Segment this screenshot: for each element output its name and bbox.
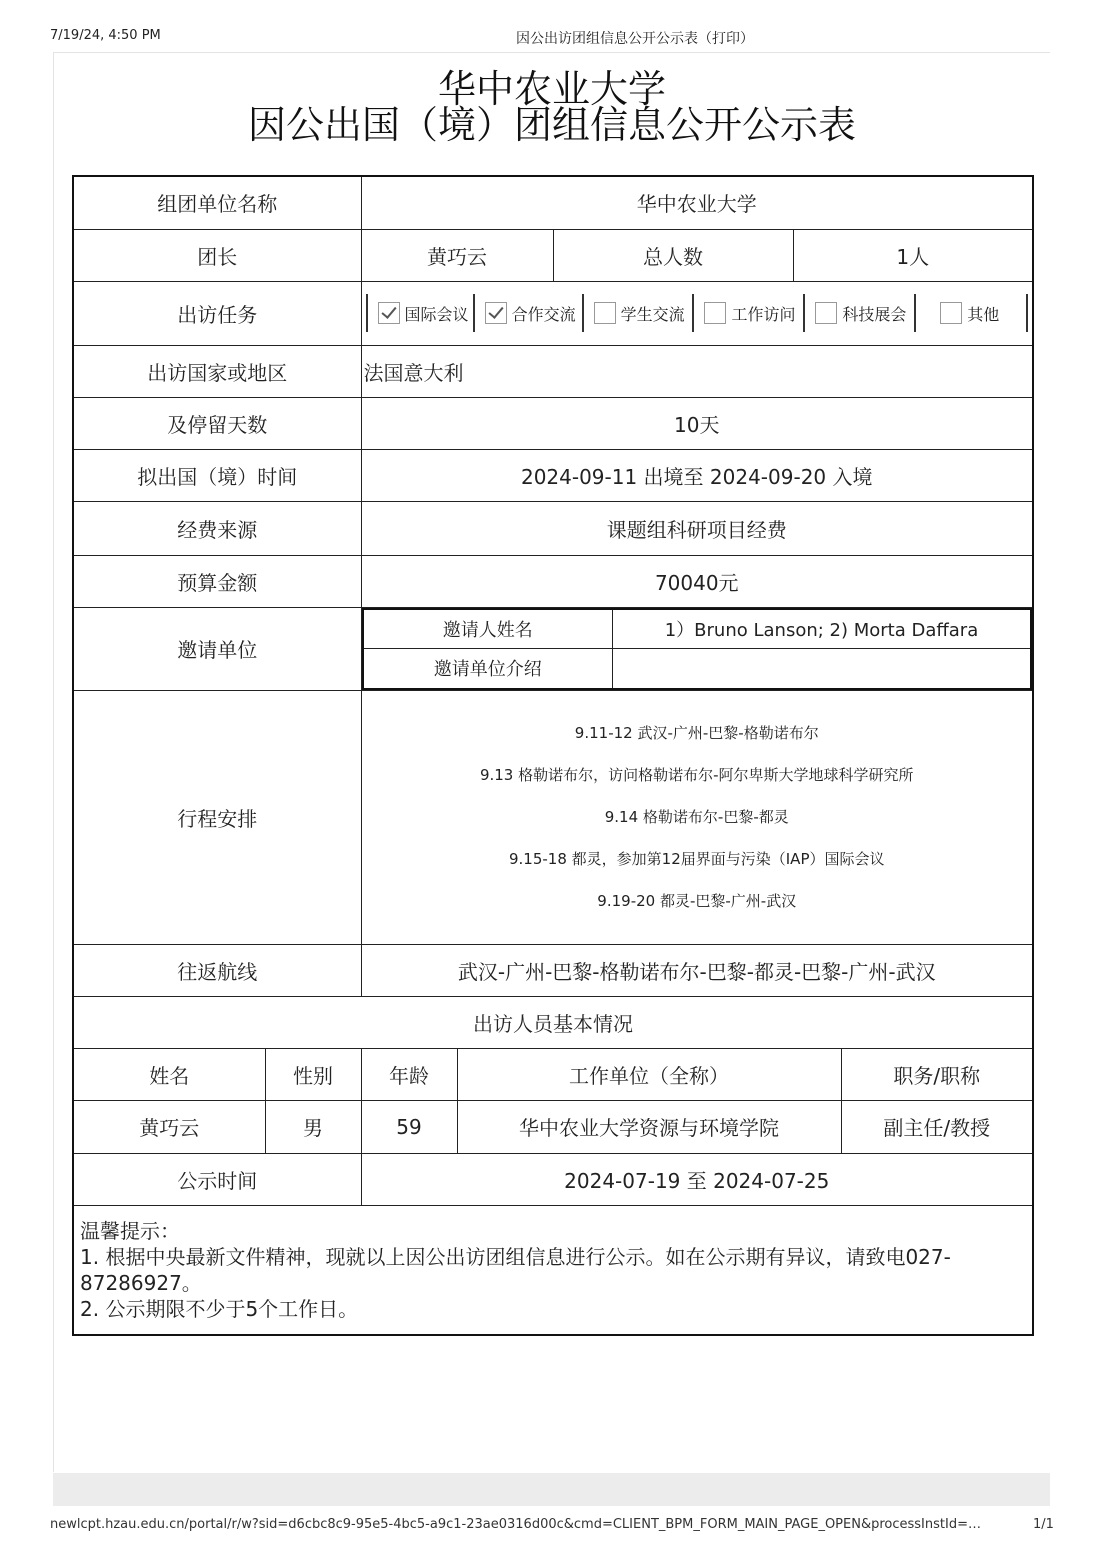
funding-value: 课题组科研项目经费 bbox=[361, 501, 1033, 555]
mission-option-cooperation[interactable] bbox=[475, 294, 584, 332]
mission-option-work-visit[interactable] bbox=[694, 294, 805, 332]
budget-label: 预算金额 bbox=[73, 555, 361, 607]
inviter-intro-value bbox=[613, 649, 1032, 689]
checkbox-unchecked-icon[interactable] bbox=[940, 302, 962, 324]
members-header-position: 职务/职称 bbox=[841, 1048, 1033, 1100]
member-position: 副主任/教授 bbox=[841, 1100, 1033, 1153]
inviter-name-value: 1）Bruno Lanson; 2) Morta Daffara bbox=[613, 609, 1032, 649]
itinerary-line: 9.14 格勒诺布尔-巴黎-都灵 bbox=[604, 808, 789, 826]
itinerary-line: 9.19-20 都灵-巴黎-广州-武汉 bbox=[597, 892, 797, 910]
budget-value: 70040元 bbox=[361, 555, 1033, 607]
itinerary-value bbox=[361, 690, 1033, 944]
members-header-age: 年龄 bbox=[361, 1048, 457, 1100]
document-title-form: 因公出国（境）团组信息公开公示表 bbox=[247, 103, 856, 147]
route-label: 往返航线 bbox=[73, 944, 361, 996]
checkbox-checked-icon[interactable] bbox=[378, 302, 400, 324]
itinerary-line: 9.11-12 武汉-广州-巴黎-格勒诺布尔 bbox=[574, 724, 819, 742]
publicity-value: 2024-07-19 至 2024-07-25 bbox=[361, 1153, 1033, 1205]
inviter-details bbox=[361, 607, 1033, 690]
countries-label: 出访国家或地区 bbox=[73, 345, 361, 397]
inviter-label: 邀请单位 bbox=[73, 607, 361, 690]
checkbox-unchecked-icon[interactable] bbox=[704, 302, 726, 324]
total-label: 总人数 bbox=[553, 229, 793, 281]
mission-options bbox=[361, 281, 1033, 345]
sheet-border bbox=[53, 52, 1050, 53]
document-title-university: 华中农业大学 bbox=[437, 67, 666, 111]
mission-option-international-conference[interactable] bbox=[366, 294, 475, 332]
checkbox-checked-icon[interactable] bbox=[485, 302, 507, 324]
print-footer-url: newlcpt.hzau.edu.cn/portal/r/w?sid=d6cbc8c9-95e5-4bc5-a9c1-23ae0316d00c&cmd=CLIENT_BPM_FORM_MAIN_PAGE_OPEN&processInstId=… bbox=[50, 1517, 981, 1532]
itinerary-line: 9.15-18 都灵，参加第12届界面与污染（IAP）国际会议 bbox=[509, 850, 885, 868]
member-name: 黄巧云 bbox=[73, 1100, 265, 1153]
notes-heading: 温馨提示： bbox=[80, 1218, 180, 1243]
print-margin-bar bbox=[53, 1473, 1050, 1506]
sheet-border bbox=[53, 52, 54, 1472]
itinerary-line: 9.13 格勒诺布尔，访问格勒诺布尔-阿尔卑斯大学地球科学研究所 bbox=[479, 766, 914, 784]
time-value: 2024-09-11 出境至 2024-09-20 入境 bbox=[361, 449, 1033, 501]
table-row bbox=[73, 1100, 1033, 1153]
time-label: 拟出国（境）时间 bbox=[73, 449, 361, 501]
days-label: 及停留天数 bbox=[73, 397, 361, 449]
days-value: 10天 bbox=[361, 397, 1033, 449]
org-value: 华中农业大学 bbox=[361, 176, 1033, 229]
leader-value: 黄巧云 bbox=[361, 229, 553, 281]
countries-value: 法国意大利 bbox=[361, 345, 1033, 397]
print-footer-page: 1/1 bbox=[1033, 1517, 1054, 1532]
members-header-name: 姓名 bbox=[73, 1048, 265, 1100]
checkbox-unchecked-icon[interactable] bbox=[594, 302, 616, 324]
leader-label: 团长 bbox=[73, 229, 361, 281]
members-header-employer: 工作单位（全称） bbox=[457, 1048, 841, 1100]
notes bbox=[73, 1205, 1033, 1335]
mission-option-label: 学生交流 bbox=[620, 304, 685, 324]
mission-option-student-exchange[interactable] bbox=[584, 294, 695, 332]
mission-option-other[interactable] bbox=[916, 294, 1028, 332]
mission-option-label: 工作访问 bbox=[731, 304, 796, 324]
mission-option-label: 国际会议 bbox=[404, 304, 469, 324]
itinerary-label: 行程安排 bbox=[73, 690, 361, 944]
notes-item: 1. 根据中央最新文件精神，现就以上因公出访团组信息进行公示。如在公示期有异议，请致电027-87286927。 bbox=[80, 1244, 951, 1295]
mission-option-label: 科技展会 bbox=[842, 304, 907, 324]
total-value: 1人 bbox=[793, 229, 1033, 281]
org-label: 组团单位名称 bbox=[73, 176, 361, 229]
members-heading: 出访人员基本情况 bbox=[73, 996, 1033, 1048]
member-employer: 华中农业大学资源与环境学院 bbox=[457, 1100, 841, 1153]
member-gender: 男 bbox=[265, 1100, 361, 1153]
member-age: 59 bbox=[361, 1100, 457, 1153]
print-page-title: 因公出访团组信息公开公示表（打印） bbox=[516, 31, 754, 47]
notes-item: 2. 公示期限不少于5个工作日。 bbox=[80, 1296, 359, 1321]
inviter-name-label: 邀请人姓名 bbox=[363, 609, 613, 649]
funding-label: 经费来源 bbox=[73, 501, 361, 555]
publicity-label: 公示时间 bbox=[73, 1153, 361, 1205]
members-header-gender: 性别 bbox=[265, 1048, 361, 1100]
mission-option-tech-exhibition[interactable] bbox=[805, 294, 916, 332]
mission-label: 出访任务 bbox=[73, 281, 361, 345]
info-table bbox=[72, 175, 1034, 1336]
mission-option-label: 合作交流 bbox=[511, 304, 576, 324]
mission-option-label: 其他 bbox=[967, 304, 1000, 324]
checkbox-unchecked-icon[interactable] bbox=[815, 302, 837, 324]
inviter-intro-label: 邀请单位介绍 bbox=[363, 649, 613, 689]
route-value: 武汉-广州-巴黎-格勒诺布尔-巴黎-都灵-巴黎-广州-武汉 bbox=[361, 944, 1033, 996]
print-datetime: 7/19/24, 4:50 PM bbox=[50, 28, 161, 43]
